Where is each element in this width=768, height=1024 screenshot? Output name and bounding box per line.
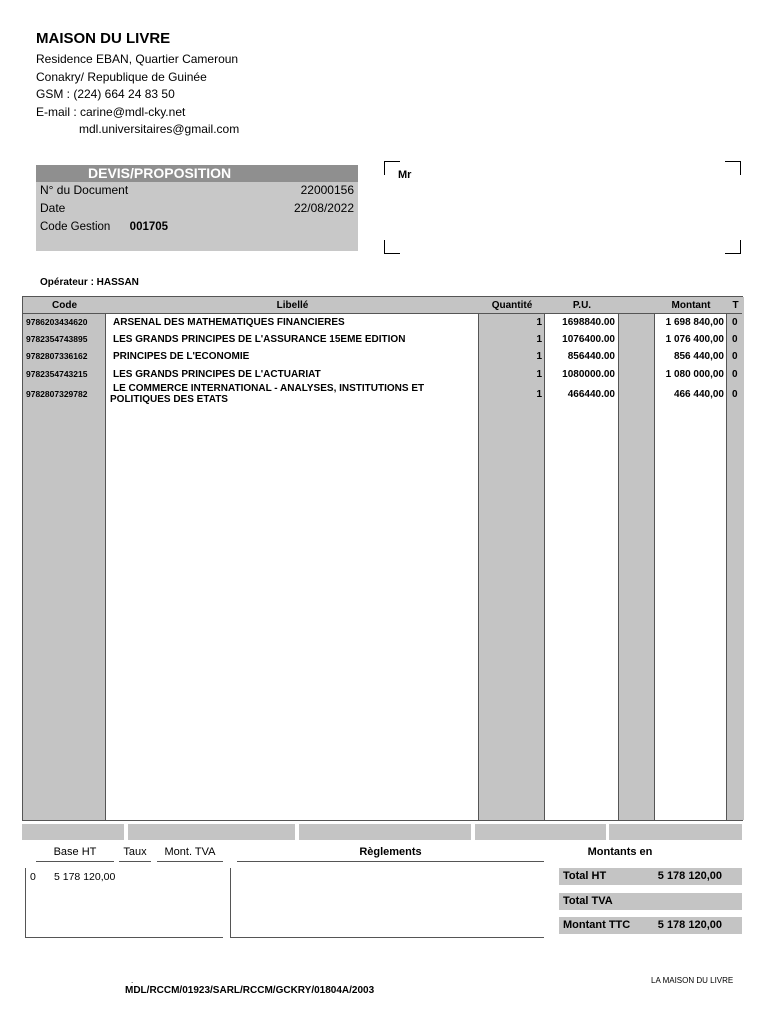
separator-bar bbox=[128, 824, 295, 840]
row-montant: 1 698 840,00 bbox=[665, 317, 724, 328]
total-ht-row bbox=[559, 868, 742, 885]
base-ht-header: Base HT bbox=[53, 846, 97, 858]
row-quantite: 1 bbox=[536, 351, 542, 362]
row-quantite: 1 bbox=[536, 334, 542, 345]
column-blank bbox=[619, 297, 655, 820]
company-email-1: E-mail : carine@mdl-cky.net bbox=[36, 104, 186, 119]
underline bbox=[237, 861, 544, 862]
total-ttc-label: Montant TTC bbox=[563, 919, 631, 931]
underline bbox=[36, 861, 114, 862]
company-name: MAISON DU LIVRE bbox=[36, 30, 171, 47]
total-ttc-row bbox=[559, 917, 742, 934]
row-pu: 466440.00 bbox=[567, 389, 615, 400]
document-code-label: Code Gestion bbox=[40, 221, 111, 233]
row-code: 9786203434620 bbox=[26, 317, 88, 327]
row-t: 0 bbox=[732, 389, 738, 400]
document-date-value: 22/08/2022 bbox=[293, 200, 354, 215]
total-ttc-value: 5 178 120,00 bbox=[657, 919, 722, 931]
recipient-corner-bottom-right bbox=[725, 240, 741, 254]
row-code: 9782807329782 bbox=[26, 389, 88, 399]
tax-code: 0 bbox=[30, 871, 36, 883]
document-date-label: Date bbox=[40, 200, 66, 215]
total-ht-value: 5 178 120,00 bbox=[657, 870, 722, 882]
row-pu: 856440.00 bbox=[567, 351, 615, 362]
total-tva-row bbox=[559, 893, 742, 910]
document-title: DEVIS/PROPOSITION bbox=[36, 165, 358, 182]
separator-bar bbox=[609, 824, 742, 840]
row-code: 9782354743215 bbox=[26, 369, 88, 379]
row-t: 0 bbox=[732, 351, 738, 362]
row-montant: 856 440,00 bbox=[673, 351, 724, 362]
separator-bar bbox=[475, 824, 606, 840]
company-email-2: mdl.universitaires@gmail.com bbox=[79, 122, 240, 136]
document-code-value: 001705 bbox=[129, 221, 169, 233]
row-code: 9782807336162 bbox=[26, 351, 88, 361]
mont-tva-header: Mont. TVA bbox=[164, 846, 216, 858]
row-pu: 1076400.00 bbox=[562, 334, 615, 345]
document-date-row bbox=[36, 200, 358, 218]
separator-bar bbox=[299, 824, 471, 840]
row-pu: 1080000.00 bbox=[562, 369, 615, 380]
row-libelle: LES GRANDS PRINCIPES DE L'ASSURANCE 15EME EDITION bbox=[113, 334, 406, 345]
row-libelle: LES GRANDS PRINCIPES DE L'ACTUARIAT bbox=[113, 369, 321, 380]
rccm-number: MDL/RCCM/01923/SARL/RCCM/GCKRY/01804A/2003 bbox=[125, 985, 375, 996]
underline bbox=[157, 861, 223, 862]
footer-dot: . bbox=[131, 976, 134, 985]
recipient-corner-bottom-left bbox=[384, 240, 400, 254]
row-libelle-line-2: POLITIQUES DES ETATS bbox=[110, 394, 228, 405]
items-table bbox=[22, 296, 743, 821]
recipient-corner-top-right bbox=[725, 161, 741, 175]
document-code-row bbox=[36, 218, 358, 236]
document-number-label: N° du Document bbox=[40, 183, 129, 197]
row-montant: 1 076 400,00 bbox=[665, 334, 724, 345]
header-t: T bbox=[732, 300, 739, 311]
taux-header: Taux bbox=[123, 846, 147, 858]
base-ht-value: 5 178 120,00 bbox=[54, 871, 116, 883]
row-libelle: PRINCIPES DE L'ECONOMIE bbox=[113, 351, 250, 362]
row-pu: 1698840.00 bbox=[562, 317, 615, 328]
document-info-box bbox=[36, 165, 358, 251]
document-number-value: 22000156 bbox=[300, 183, 354, 197]
reglements-box bbox=[230, 868, 544, 938]
row-quantite: 1 bbox=[536, 389, 542, 400]
company-info bbox=[36, 30, 239, 139]
reglements-header: Règlements bbox=[359, 846, 422, 858]
montants-header: Montants en bbox=[587, 846, 653, 858]
row-libelle: ARSENAL DES MATHEMATIQUES FINANCIERES bbox=[113, 317, 345, 328]
row-montant: 466 440,00 bbox=[673, 389, 724, 400]
row-t: 0 bbox=[732, 369, 738, 380]
document-number-row bbox=[36, 182, 358, 200]
company-address-line-2: Conakry/ Republique de Guinée bbox=[36, 69, 207, 84]
row-t: 0 bbox=[732, 334, 738, 345]
tax-breakdown-box bbox=[25, 868, 223, 938]
row-quantite: 1 bbox=[536, 317, 542, 328]
total-tva-label: Total TVA bbox=[563, 895, 613, 907]
company-address-line-1: Residence EBAN, Quartier Cameroun bbox=[36, 52, 239, 66]
header-montant: Montant bbox=[671, 300, 711, 311]
header-code: Code bbox=[52, 300, 77, 311]
row-libelle-line-1: LE COMMERCE INTERNATIONAL - ANALYSES, INSTITUTIONS ET bbox=[113, 383, 425, 394]
recipient-salutation: Mr bbox=[398, 169, 412, 181]
row-code: 9782354743895 bbox=[26, 334, 88, 344]
footer-brand: LA MAISON DU LIVRE bbox=[651, 976, 734, 985]
table-header bbox=[23, 297, 742, 314]
underline bbox=[119, 861, 151, 862]
row-montant: 1 080 000,00 bbox=[665, 369, 724, 380]
total-ht-label: Total HT bbox=[563, 870, 607, 882]
header-quantite: Quantité bbox=[491, 300, 533, 311]
operator-label: Opérateur : HASSAN bbox=[40, 277, 139, 288]
company-gsm: GSM : (224) 664 24 83 50 bbox=[36, 87, 175, 101]
row-quantite: 1 bbox=[536, 369, 542, 380]
row-t: 0 bbox=[732, 317, 738, 328]
header-libelle: Libellé bbox=[276, 300, 309, 311]
separator-bar bbox=[22, 824, 124, 840]
header-pu: P.U. bbox=[572, 300, 592, 311]
